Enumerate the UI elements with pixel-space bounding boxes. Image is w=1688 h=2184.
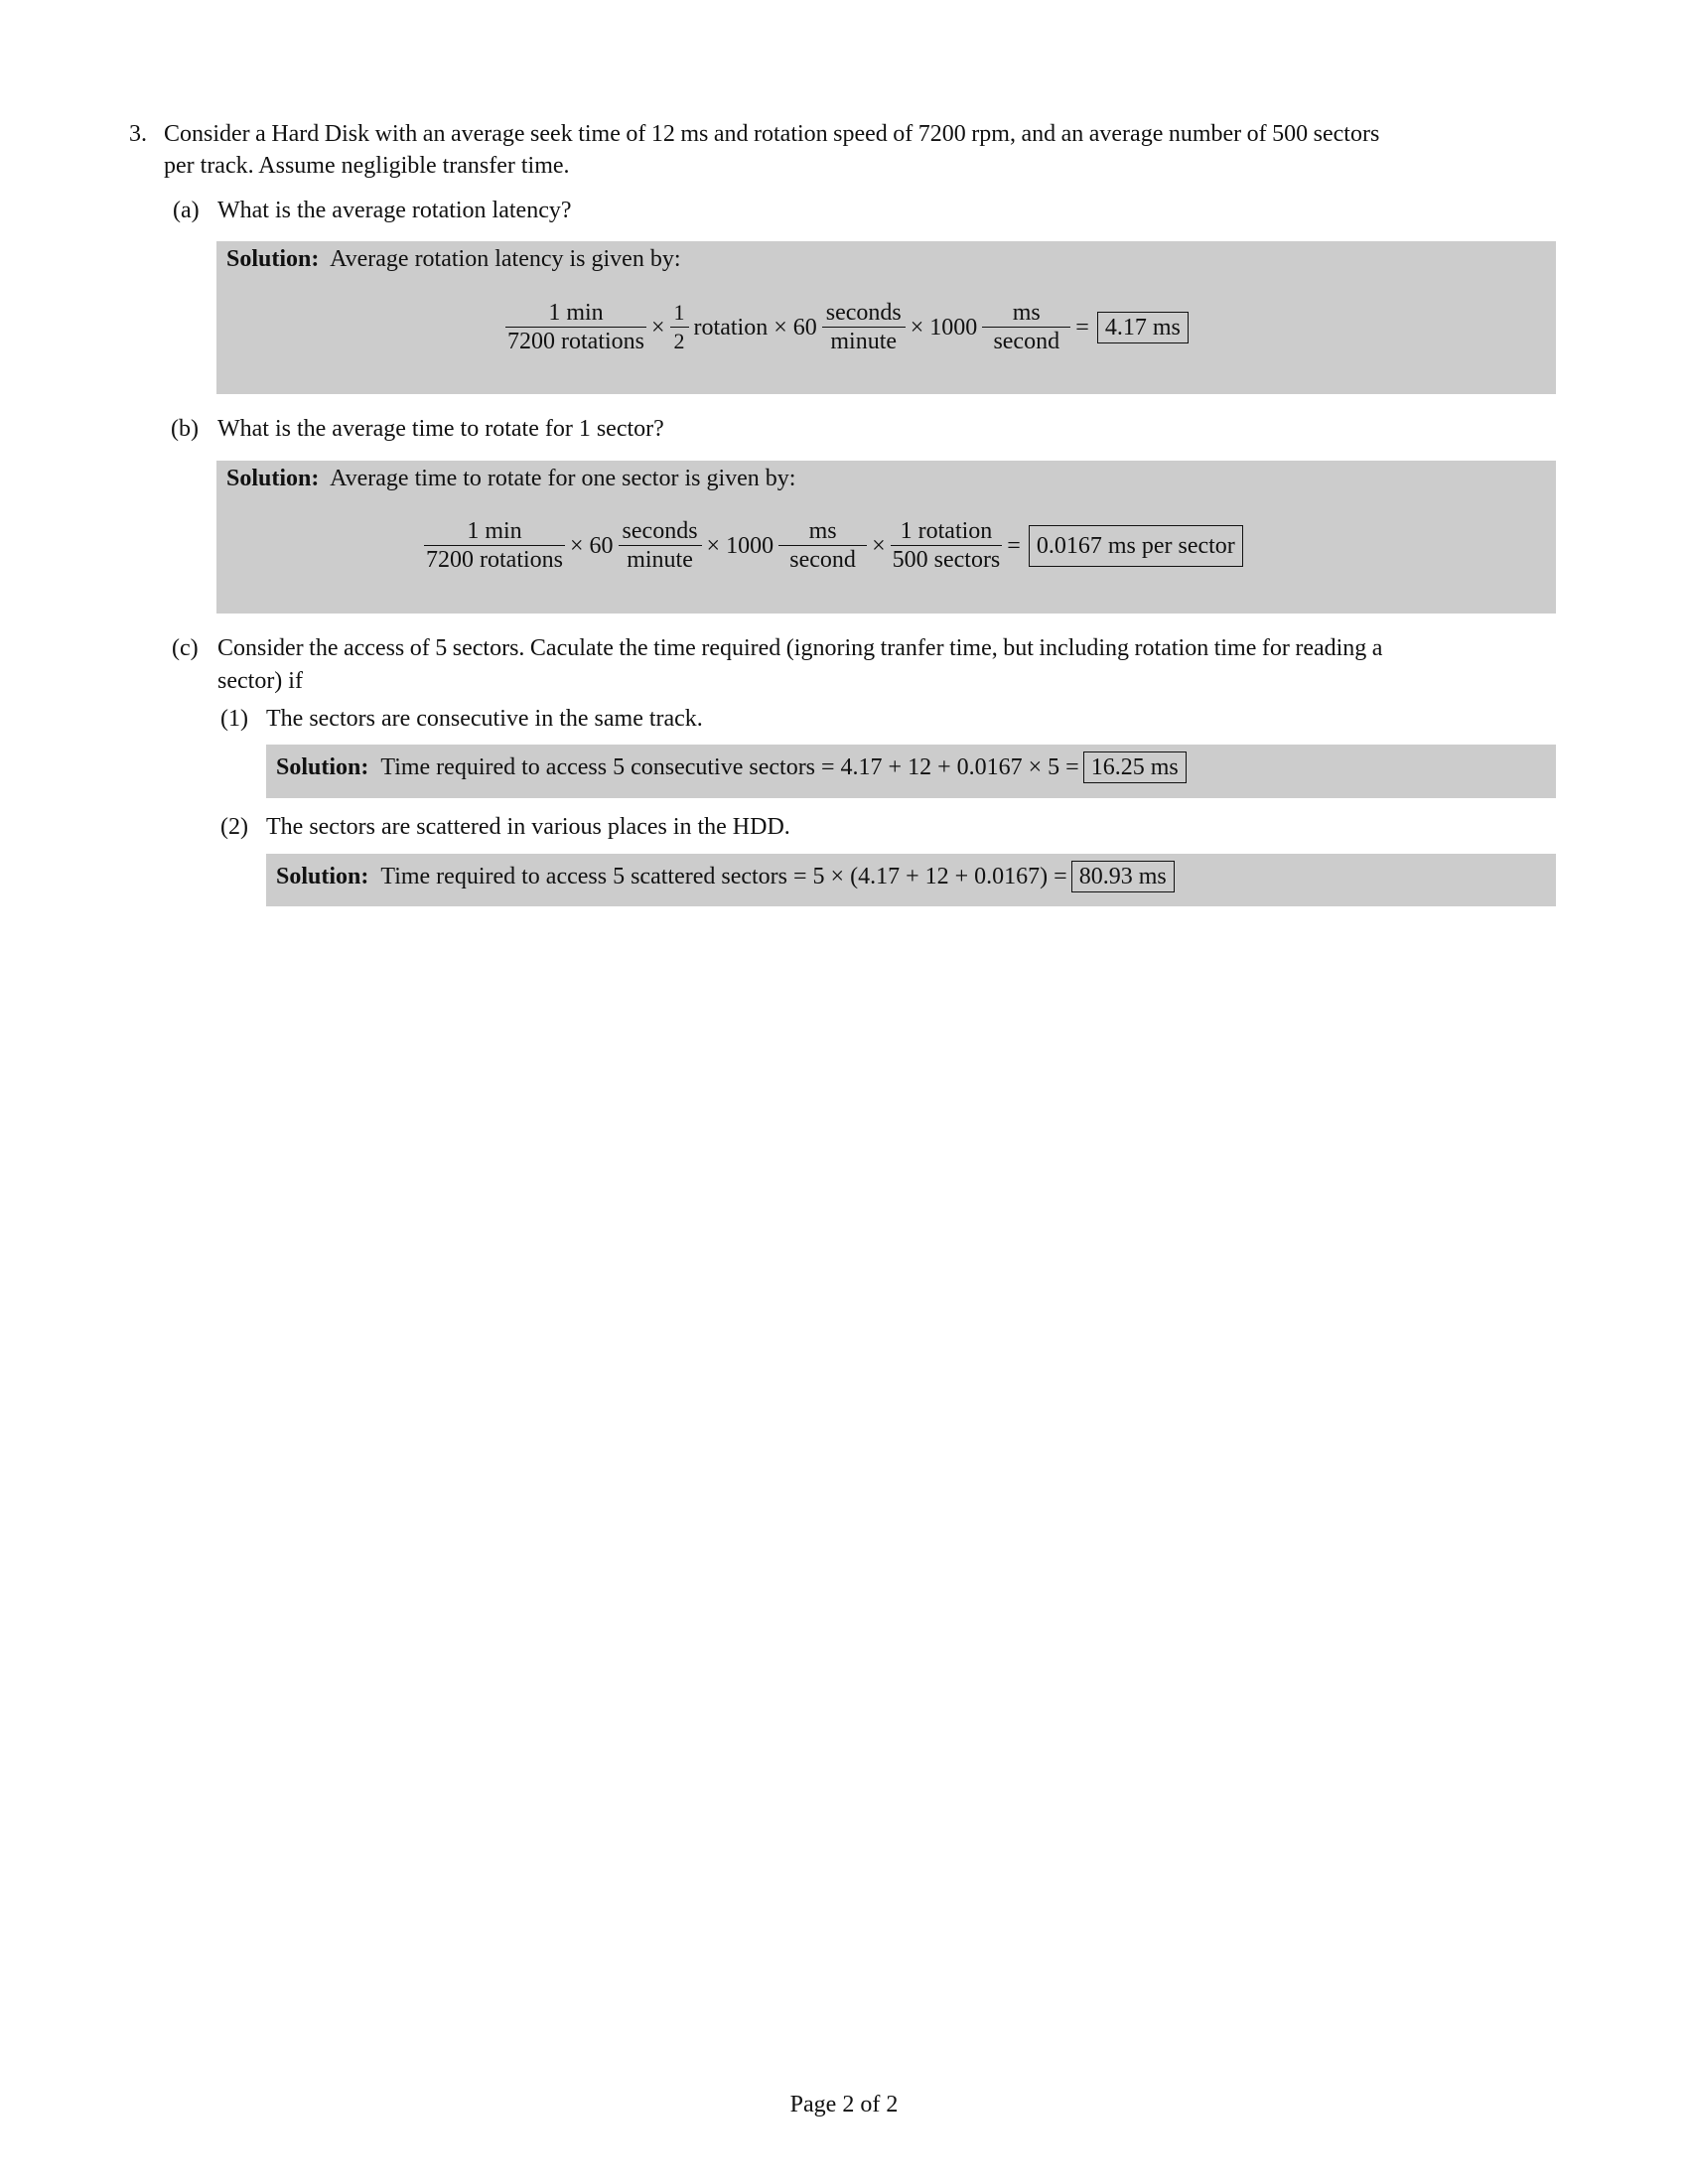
- operator: × 1000: [706, 532, 774, 559]
- part-c-label: (c): [172, 635, 199, 661]
- fraction: [621, 517, 700, 574]
- fraction: [824, 299, 904, 355]
- solution-label: Solution:: [226, 246, 320, 272]
- denominator: second: [993, 329, 1060, 354]
- page-footer: Page 2 of 2: [789, 2092, 899, 2117]
- numerator: 1 min: [424, 517, 565, 546]
- solution-text: Time required to access 5 consecutive sectors = 4.17 + 12 + 0.0167 × 5 =: [380, 754, 1079, 780]
- solution-b-intro: [226, 463, 795, 494]
- boxed-answer: 16.25 ms: [1083, 751, 1187, 783]
- part-c-text-line2: sector) if: [217, 668, 303, 694]
- denominator: 7200 rotations: [426, 547, 563, 573]
- operator: × 60: [570, 532, 614, 559]
- denominator: minute: [830, 329, 898, 354]
- subpart-2-label: (2): [220, 814, 248, 840]
- solution-a-intro: [226, 243, 681, 275]
- solution-box-c2: [266, 854, 1556, 906]
- operator: ×: [651, 314, 665, 341]
- denominator: 7200 rotations: [507, 329, 644, 354]
- denominator: 500 sectors: [892, 547, 1001, 573]
- numerator: seconds: [822, 299, 906, 328]
- solution-label: Solution:: [226, 466, 320, 491]
- operator: =: [1075, 314, 1089, 341]
- question-text-line2: per track. Assume negligible transfer time.: [164, 153, 570, 179]
- fraction: [507, 299, 644, 355]
- numerator: seconds: [619, 517, 702, 546]
- fraction: [780, 517, 865, 574]
- equation-a: [504, 299, 1189, 355]
- question-text-line1: Consider a Hard Disk with an average seek time of 12 ms and rotation speed of 7200 rpm, and an average number of 500 sectors: [164, 121, 1380, 147]
- solution-c1: [276, 751, 1187, 783]
- fraction: [672, 299, 687, 355]
- numerator: ms: [778, 517, 867, 546]
- part-b-question: What is the average time to rotate for 1 sector?: [217, 416, 664, 442]
- numerator: ms: [982, 299, 1070, 328]
- solution-box-c1: [266, 745, 1556, 798]
- numerator: 1 rotation: [891, 517, 1003, 546]
- operator: ×: [872, 532, 886, 559]
- denominator: 2: [673, 329, 685, 353]
- fraction: [893, 517, 1001, 574]
- equation-b: [423, 517, 1243, 574]
- numerator: 1 min: [505, 299, 646, 328]
- boxed-answer: 80.93 ms: [1071, 861, 1175, 892]
- denominator: minute: [627, 547, 693, 573]
- operator: × 1000: [910, 314, 978, 341]
- solution-c2: [276, 861, 1175, 892]
- solution-text: Time required to access 5 scattered sectors = 5 × (4.17 + 12 + 0.0167) =: [380, 864, 1067, 889]
- operator: rotation × 60: [693, 314, 817, 341]
- part-a-question: What is the average rotation latency?: [217, 198, 572, 223]
- fraction: [984, 299, 1068, 355]
- solution-label: Solution:: [276, 754, 369, 780]
- subpart-1-label: (1): [220, 706, 248, 732]
- solution-box-a: [216, 241, 1556, 394]
- operator: =: [1007, 532, 1021, 559]
- question-number: 3.: [129, 121, 147, 147]
- subpart-2-question: The sectors are scattered in various places in the HDD.: [266, 814, 790, 840]
- numerator: 1: [670, 299, 689, 328]
- solution-text: Average rotation latency is given by:: [330, 246, 681, 272]
- solution-text: Average time to rotate for one sector is given by:: [330, 466, 796, 491]
- part-a-label: (a): [173, 198, 200, 223]
- boxed-answer: 0.0167 ms per sector: [1029, 525, 1243, 567]
- boxed-answer: 4.17 ms: [1097, 312, 1189, 343]
- fraction: [426, 517, 563, 574]
- part-c-text-line1: Consider the access of 5 sectors. Caculate the time required (ignoring tranfer time, but including rotation time for reading a: [217, 635, 1383, 661]
- solution-box-b: [216, 461, 1556, 614]
- denominator: second: [789, 547, 856, 573]
- subpart-1-question: The sectors are consecutive in the same track.: [266, 706, 703, 732]
- solution-label: Solution:: [276, 864, 369, 889]
- part-b-label: (b): [171, 416, 199, 442]
